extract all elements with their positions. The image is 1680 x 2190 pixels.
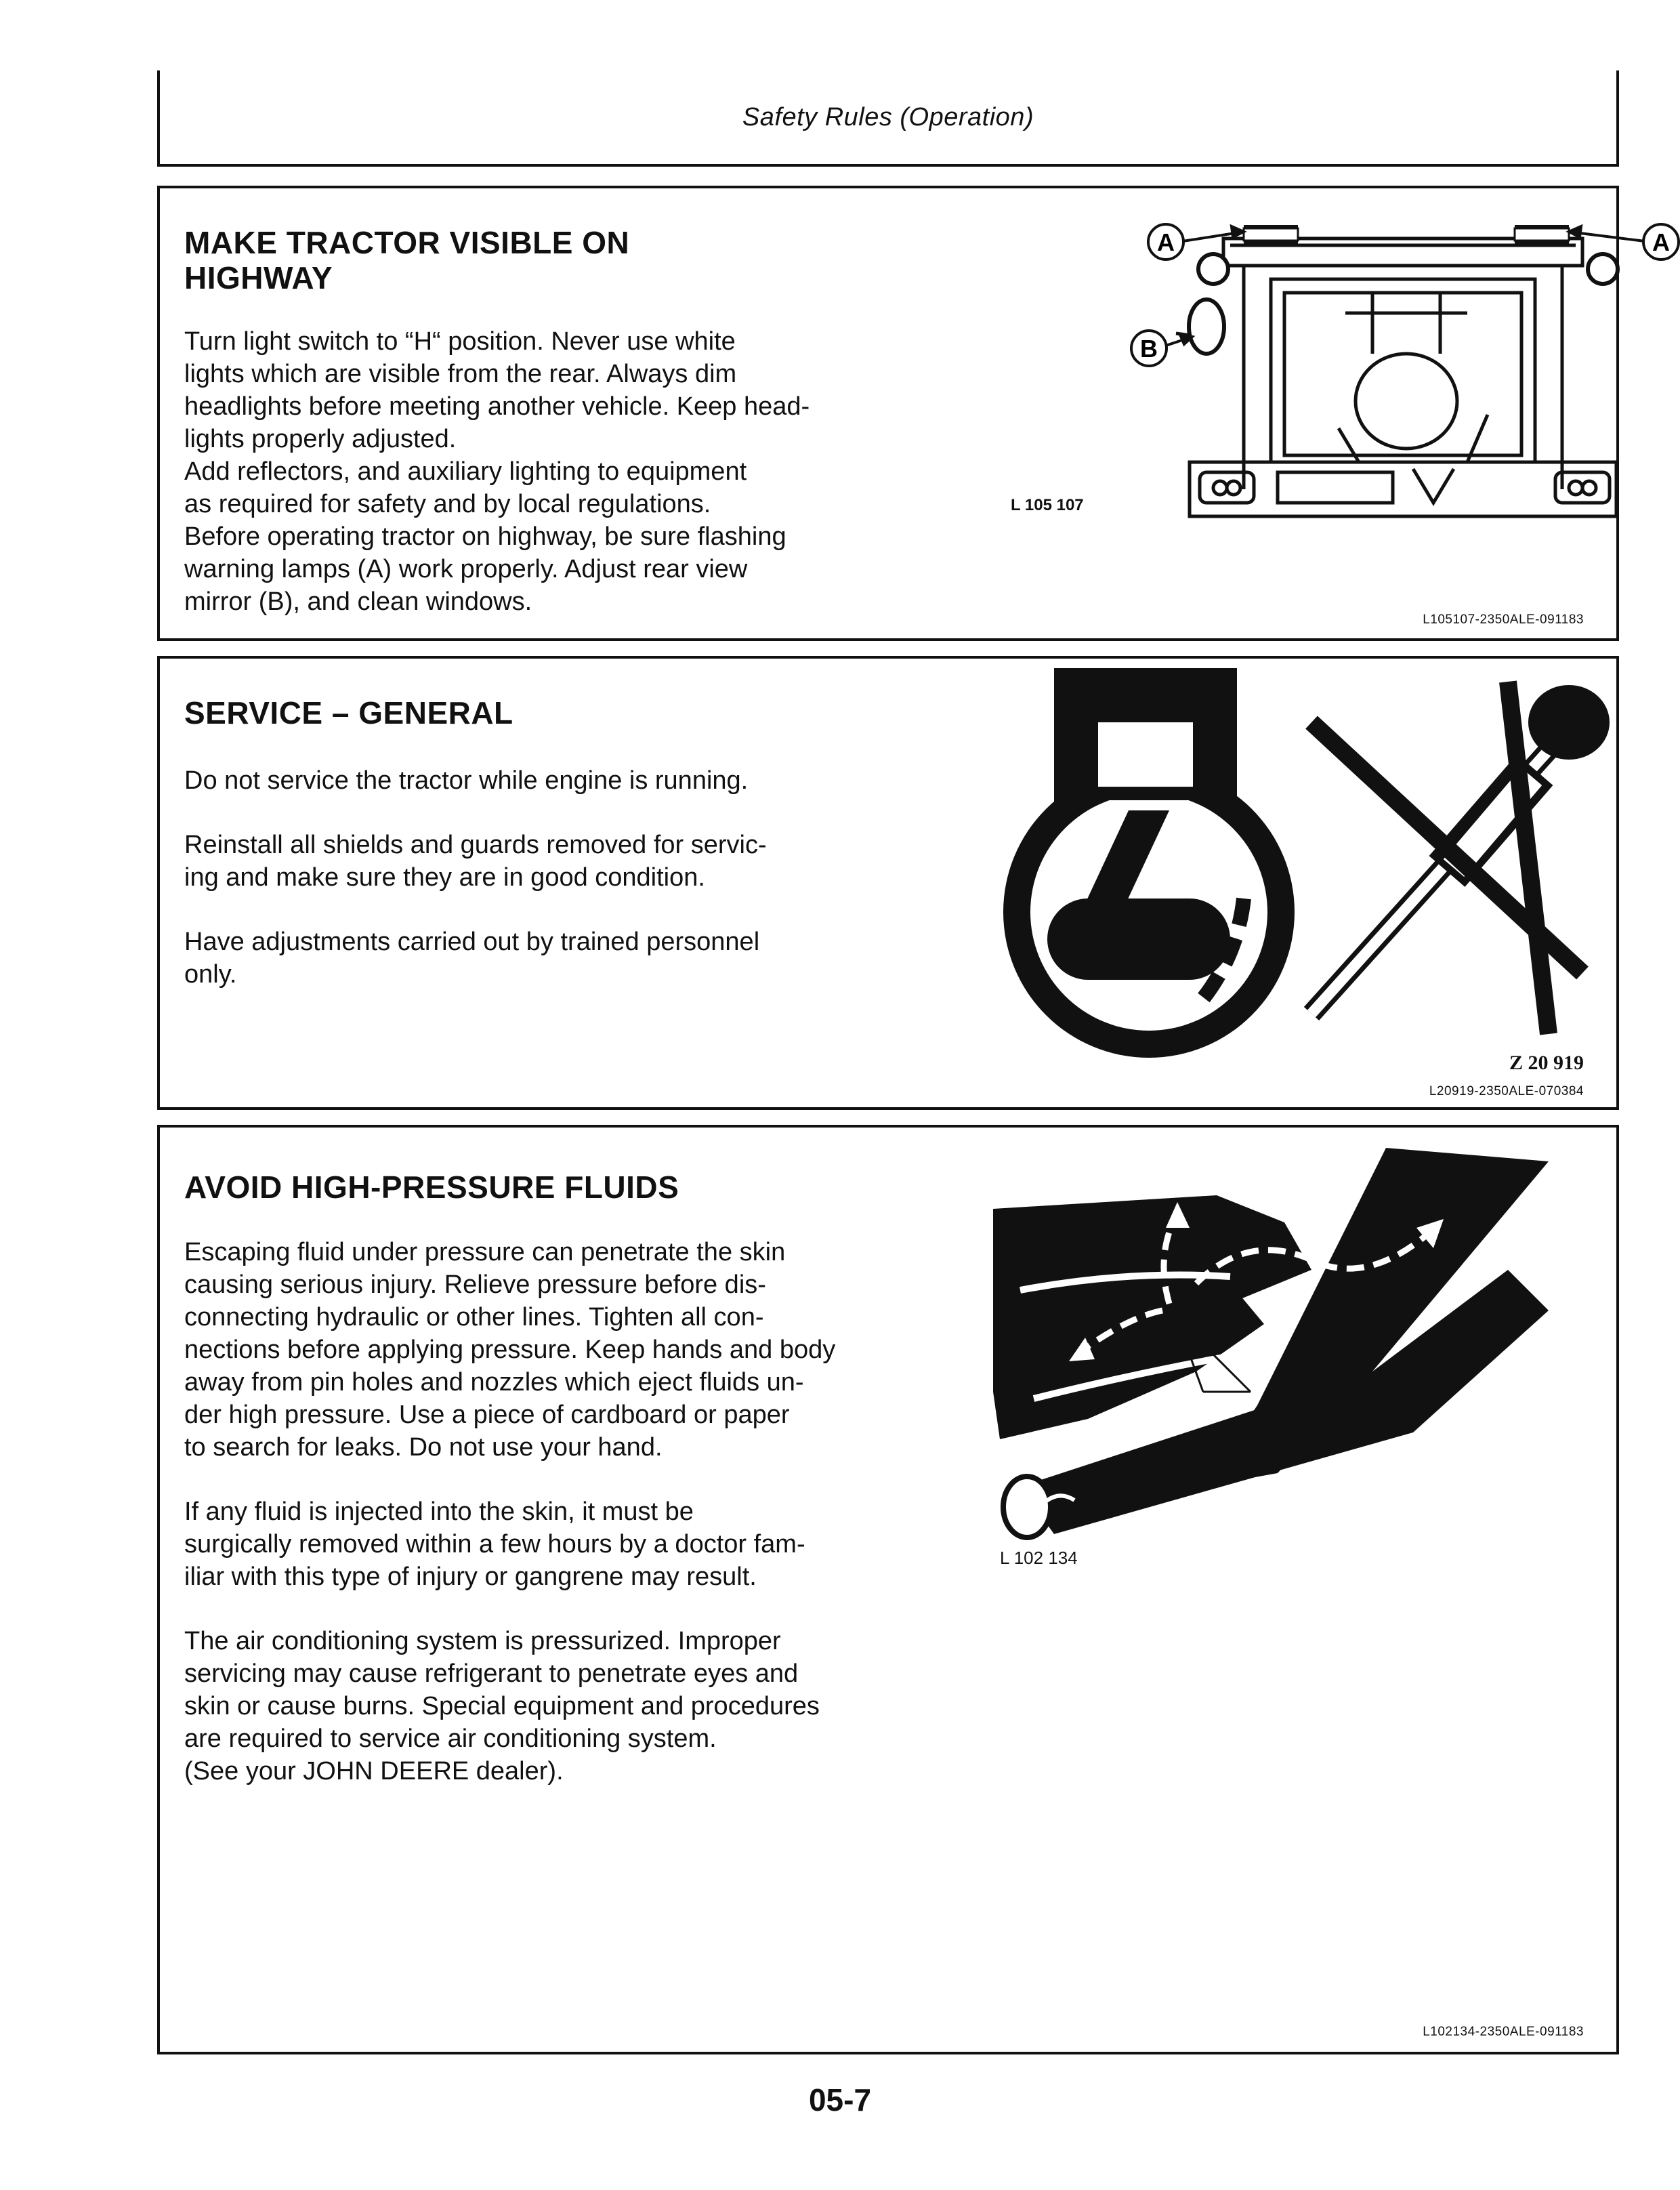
reference-code: L20919-2350ALE-070384 (1429, 1084, 1584, 1098)
figure-label: L 102 134 (1000, 1548, 1078, 1568)
callout-a-left: A (1157, 228, 1175, 256)
section-body (184, 1236, 943, 1788)
tractor-cab-rear-illustration (1020, 198, 1670, 537)
fluid-injection-hand-illustration (993, 1148, 1589, 1527)
figure-label: Z 20 919 (1509, 1052, 1584, 1074)
body-line: warning lamps (A) work properly. Adjust rear view (184, 555, 748, 583)
body-line: lights properly adjusted. (184, 425, 457, 453)
body-line: surgically removed within a few hours by a doctor fam- (184, 1530, 805, 1558)
paragraph (184, 829, 943, 894)
body-line: mirror (B), and clean windows. (184, 587, 532, 616)
section-title: SERVICE – GENERAL (184, 695, 513, 730)
body-line: Escaping fluid under pressure can penetrate the skin (184, 1238, 786, 1266)
section-tractor-visible (157, 186, 1670, 641)
section-title (184, 225, 794, 295)
body-line: Have adjustments carried out by trained personnel (184, 928, 760, 956)
body-line: are required to service air conditioning system. (184, 1724, 717, 1753)
body-line: The air conditioning system is pressurized. Improper (184, 1627, 781, 1655)
reference-code: L102134-2350ALE-091183 (1423, 2025, 1584, 2039)
body-line: skin or cause burns. Special equipment and procedures (184, 1692, 820, 1720)
body-line: (See your JOHN DEERE dealer). (184, 1757, 564, 1785)
section-body (184, 764, 943, 991)
body-line: Add reflectors, and auxiliary lighting to equipment (184, 457, 747, 486)
body-line: Before operating tractor on highway, be sure flashing (184, 522, 786, 551)
section-service-general (157, 656, 1619, 1110)
body-line: to search for leaks. Do not use your hand. (184, 1433, 663, 1462)
body-line: iliar with this type of injury or gangrene may result. (184, 1563, 757, 1591)
section-high-pressure-fluids (157, 1125, 1619, 2054)
figure-label: L 105 107 (1011, 496, 1084, 514)
callout-b: B (1140, 335, 1158, 363)
body-line: der high pressure. Use a piece of cardboard or paper (184, 1401, 790, 1429)
paragraph (184, 1495, 943, 1593)
page-header (157, 70, 1619, 167)
body-line: nections before applying pressure. Keep hands and body (184, 1336, 836, 1364)
body-line: away from pin holes and nozzles which eject fluids un- (184, 1368, 804, 1397)
body-line: connecting hydraulic or other lines. Tighten all con- (184, 1303, 764, 1331)
paragraph (184, 1236, 943, 1464)
body-line: Do not service the tractor while engine is running. (184, 766, 749, 795)
title-line: MAKE TRACTOR VISIBLE ON (184, 225, 630, 260)
paragraph (184, 764, 943, 797)
title-line: HIGHWAY (184, 260, 333, 295)
callout-a-right: A (1652, 228, 1670, 256)
paragraph (184, 1625, 943, 1788)
reference-code: L105107-2350ALE-091183 (1423, 613, 1584, 627)
page-number: 05-7 (808, 2082, 872, 2117)
body-line: Reinstall all shields and guards removed for servic- (184, 831, 767, 859)
body-line: as required for safety and by local regulations. (184, 490, 711, 518)
body-line: only. (184, 960, 237, 989)
body-line: Turn light switch to “H“ position. Never use white (184, 327, 736, 356)
body-line: ing and make sure they are in good condition. (184, 863, 705, 892)
body-line: If any fluid is injected into the skin, it must be (184, 1497, 694, 1526)
body-line: servicing may cause refrigerant to penetrate eyes and (184, 1659, 799, 1688)
engine-running-service-prohibited-icon (993, 668, 1603, 1068)
paragraph (184, 926, 943, 991)
body-line: headlights before meeting another vehicle. Keep head- (184, 392, 810, 421)
section-body (184, 325, 943, 618)
header-title: Safety Rules (Operation) (742, 103, 1034, 131)
body-line: causing serious injury. Relieve pressure before dis- (184, 1270, 766, 1299)
section-title: AVOID HIGH-PRESSURE FLUIDS (184, 1170, 679, 1205)
body-line: lights which are visible from the rear. Always dim (184, 360, 737, 388)
